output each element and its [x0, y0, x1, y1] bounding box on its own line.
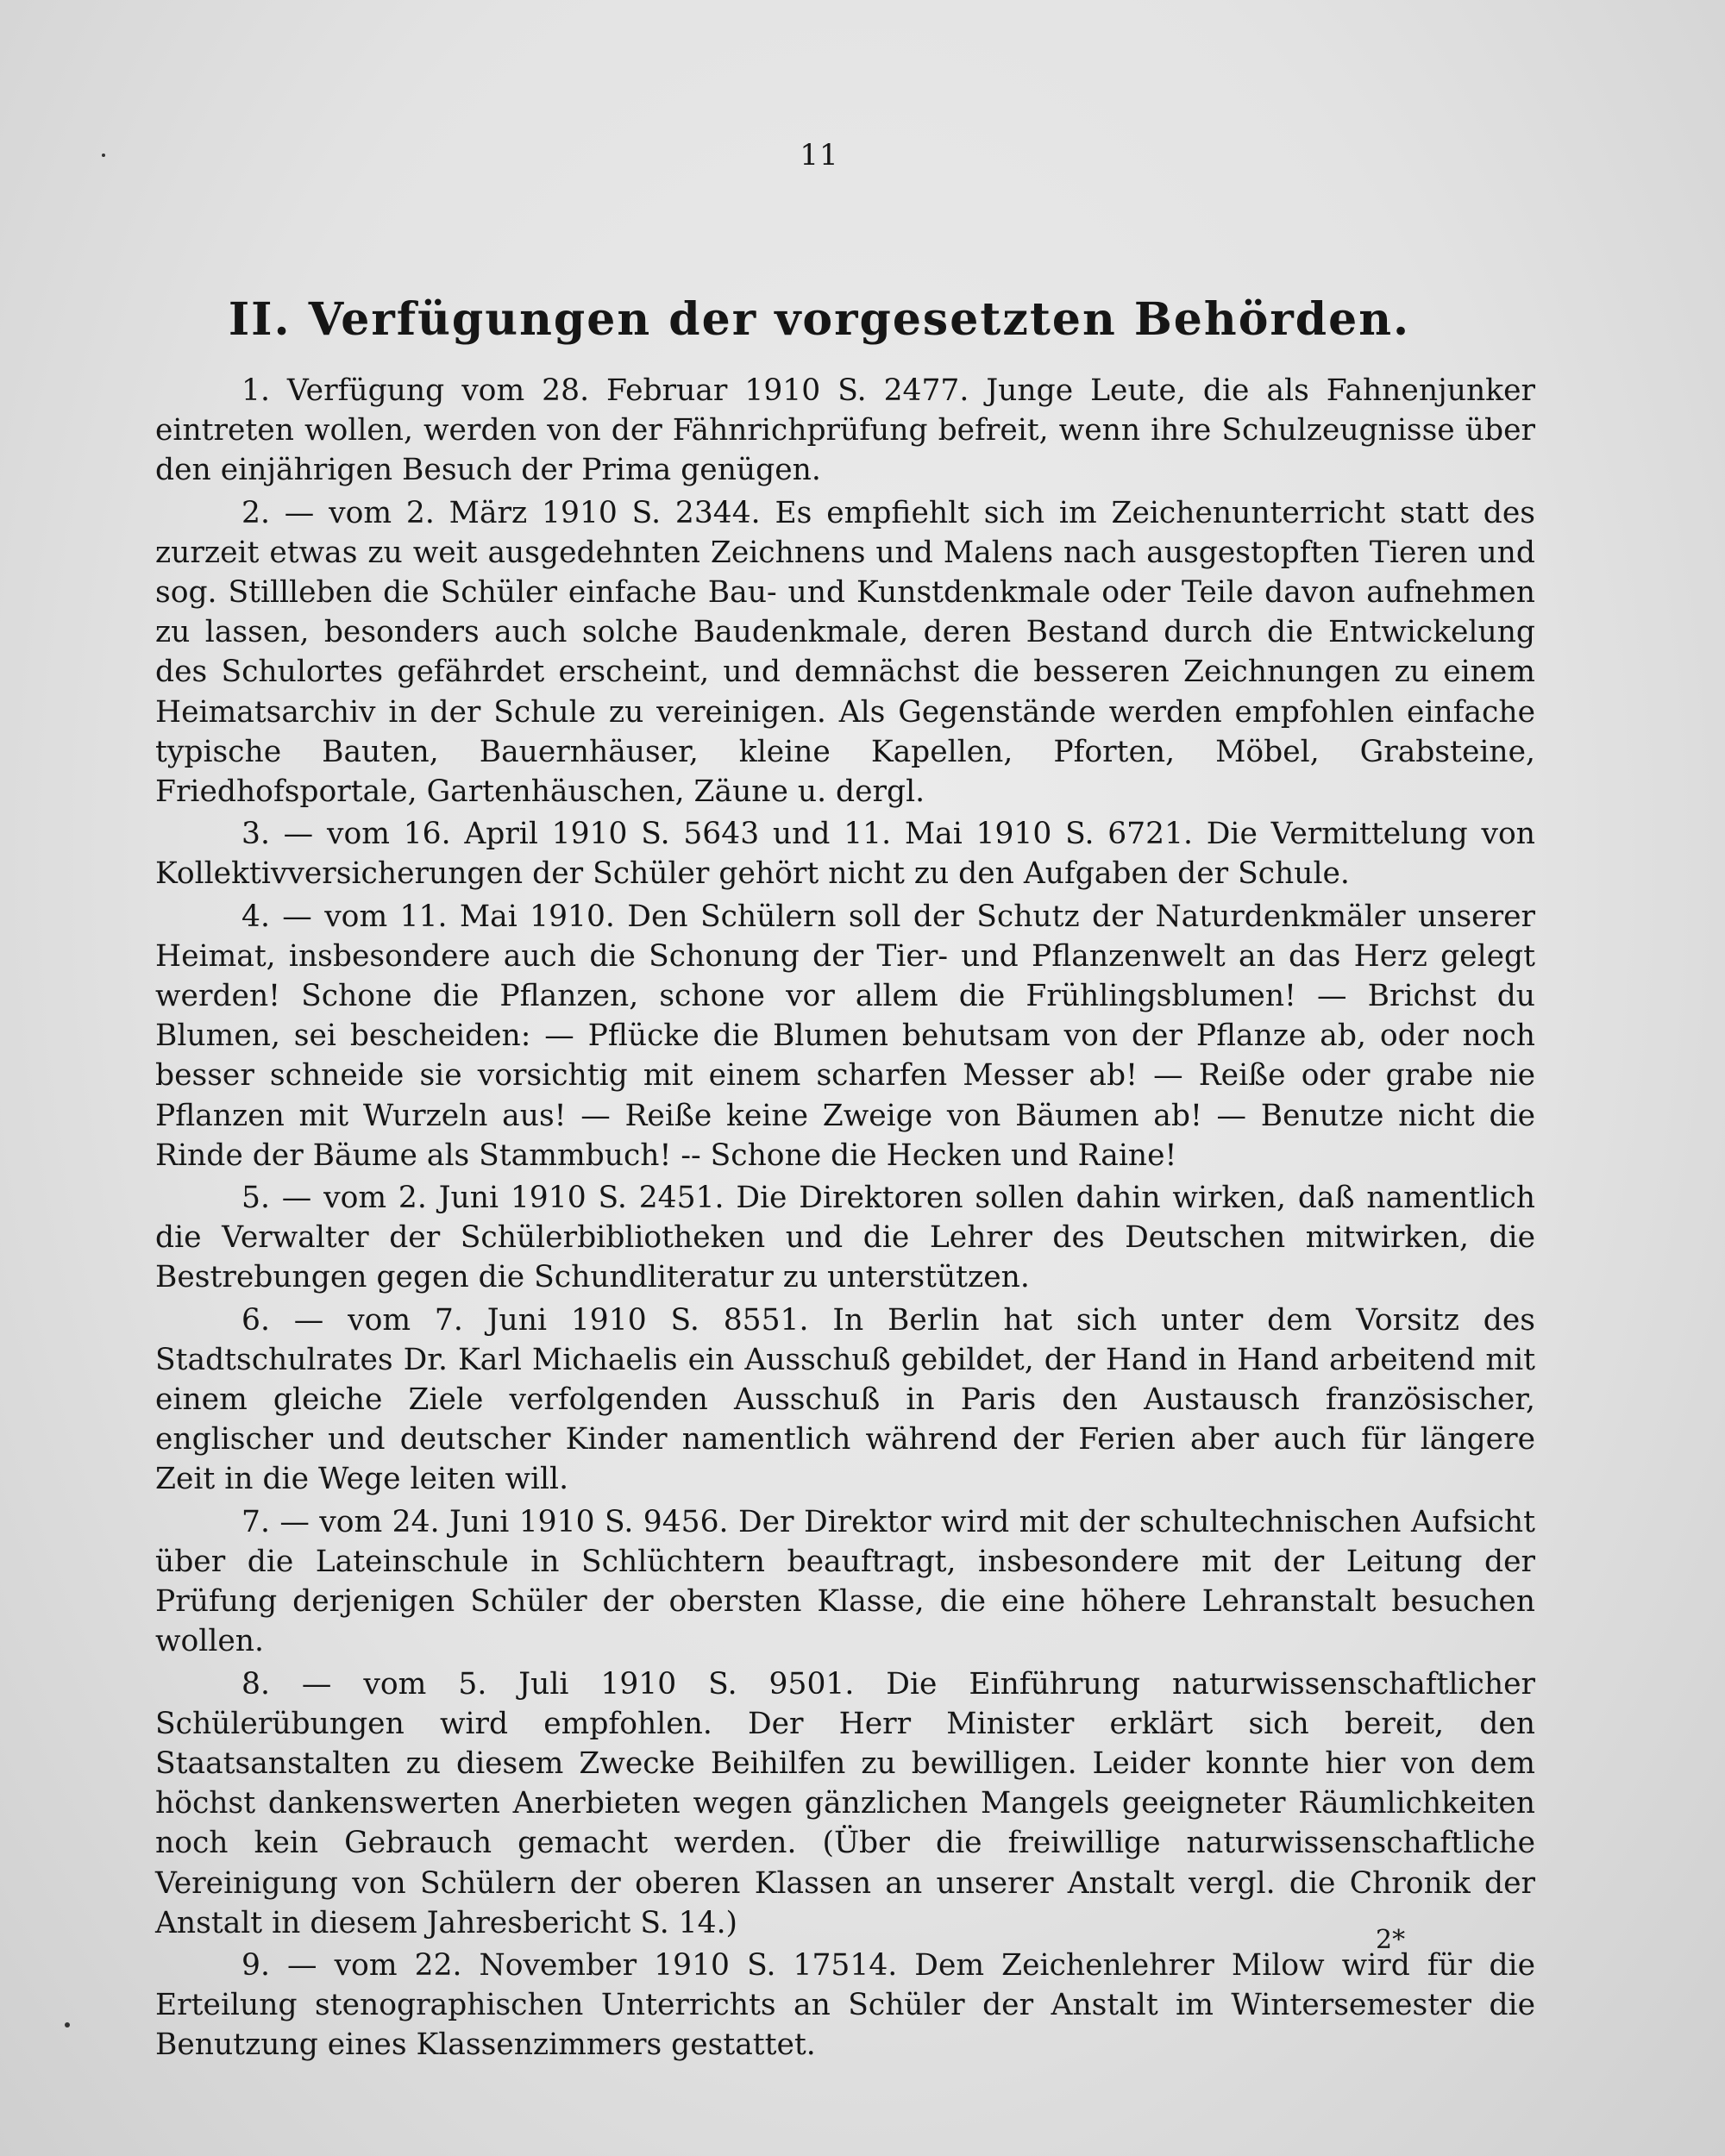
paragraph-8: 8. — vom 5. Juli 1910 S. 9501. Die Einführung naturwissenschaftlicher Schülerübungen wird empfohlen. Der Herr Minister erklärt sich bereit, den Staatsanstalten zu diesem Zwecke Beihilfen zu bewilligen. Leider konnte hier von dem höchst dankenswerten Anerbieten wegen gänzlichen Mangels geeigneter Räumlichkeiten noch kein Gebrauch gemacht werden. (Über die freiwillige naturwissenschaftliche Vereinigung von Schülern der oberen Klassen an unserer Anstalt vergl. die Chronik der Anstalt in diesem Jahresbericht S. 14.): [155, 1666, 1535, 1940]
paragraph-2: 2. — vom 2. März 1910 S. 2344. Es empfiehlt sich im Zeichenunterricht statt des zurzeit etwas zu weit ausgedehnten Zeichnens und Malens nach ausgestopften Tieren und sog. Stillleben die Schüler einfache Bau- und Kunstdenkmale oder Teile davon aufnehmen zu lassen, besonders auch solche Baudenkmale, deren Bestand durch die Entwickelung des Schulortes gefährdet erscheint, und demnächst die besseren Zeichnungen zu einem Heimatsarchiv in der Schule zu vereinigen. Als Gegenstände werden empfohlen einfache typische Bauten, Bauernhäuser, kleine Kapellen, Pforten, Möbel, Grabsteine, Friedhofsportale, Gartenhäuschen, Zäune u. dergl.: [155, 495, 1535, 810]
paper-speck: [102, 154, 105, 157]
paragraph-5: 5. — vom 2. Juni 1910 S. 2451. Die Direktoren sollen dahin wirken, daß namentlich die Verwalter der Schülerbibliotheken und die Lehrer des Deutschen mitwirken, die Bestrebungen gegen die Schundliteratur zu unterstützen.: [155, 1181, 1535, 1295]
paragraph-1: 1. Verfügung vom 28. Februar 1910 S. 2477. Junge Leute, die als Fahnenjunker eintreten wollen, werden von der Fähnrichprüfung befreit, wenn ihre Schulzeugnisse über den einjährigen Besuch der Prima genügen.: [155, 373, 1535, 488]
paragraph-9: 9. — vom 22. November 1910 S. 17514. Dem Zeichenlehrer Milow wird für die Erteilung stenographischen Unterrichts an Schüler der Anstalt im Wintersemester die Benutzung eines Klassenzimmers gestattet.: [155, 1947, 1535, 2063]
paragraph-6: 6. — vom 7. Juni 1910 S. 8551. In Berlin hat sich unter dem Vorsitz des Stadtschulrates Dr. Karl Michaelis ein Ausschuß gebildet, der Hand in Hand arbeitend mit einem gleiche Ziele verfolgenden Ausschuß in Paris den Austausch französischer, englischer und deutscher Kinder namentlich während der Ferien aber auch für längere Zeit in die Wege leiten will.: [155, 1302, 1535, 1497]
paragraph-3: 3. — vom 16. April 1910 S. 5643 und 11. Mai 1910 S. 6721. Die Vermittelung von Kollektivversicherungen der Schüler gehört nicht zu den Aufgaben der Schule.: [155, 817, 1535, 892]
section-title: II. Verfügungen der vorgesetzten Behörden.: [228, 293, 1411, 346]
body-text: [155, 371, 1535, 2068]
paragraph-7: 7. — vom 24. Juni 1910 S. 9456. Der Direktor wird mit der schultechnischen Aufsicht über die Lateinschule in Schlüchtern beauftragt, insbesondere mit der Leitung der Prüfung derjenigen Schüler der obersten Klasse, die eine höhere Lehranstalt besuchen wollen.: [155, 1504, 1535, 1659]
page-number: 11: [800, 138, 839, 172]
signature-mark: 2*: [1376, 1925, 1406, 1955]
paragraph-4: 4. — vom 11. Mai 1910. Den Schülern soll der Schutz der Naturdenkmäler unserer Heimat, insbesondere auch die Schonung der Tier- und Pflanzenwelt an das Herz gelegt werden! Schone die Pflanzen, schone vor allem die Frühlingsblumen! — Brichst du Blumen, sei bescheiden: — Pflücke die Blumen behutsam von der Pflanze ab, oder noch besser schneide sie vorsichtig mit einem scharfen Messer ab! — Reiße oder grabe nie Pflanzen mit Wurzeln aus! — Reiße keine Zweige von Bäumen ab! — Benutze nicht die Rinde der Bäume als Stammbuch! -- Schone die Hecken und Raine!: [155, 899, 1535, 1173]
paper-speck: [65, 2022, 70, 2028]
